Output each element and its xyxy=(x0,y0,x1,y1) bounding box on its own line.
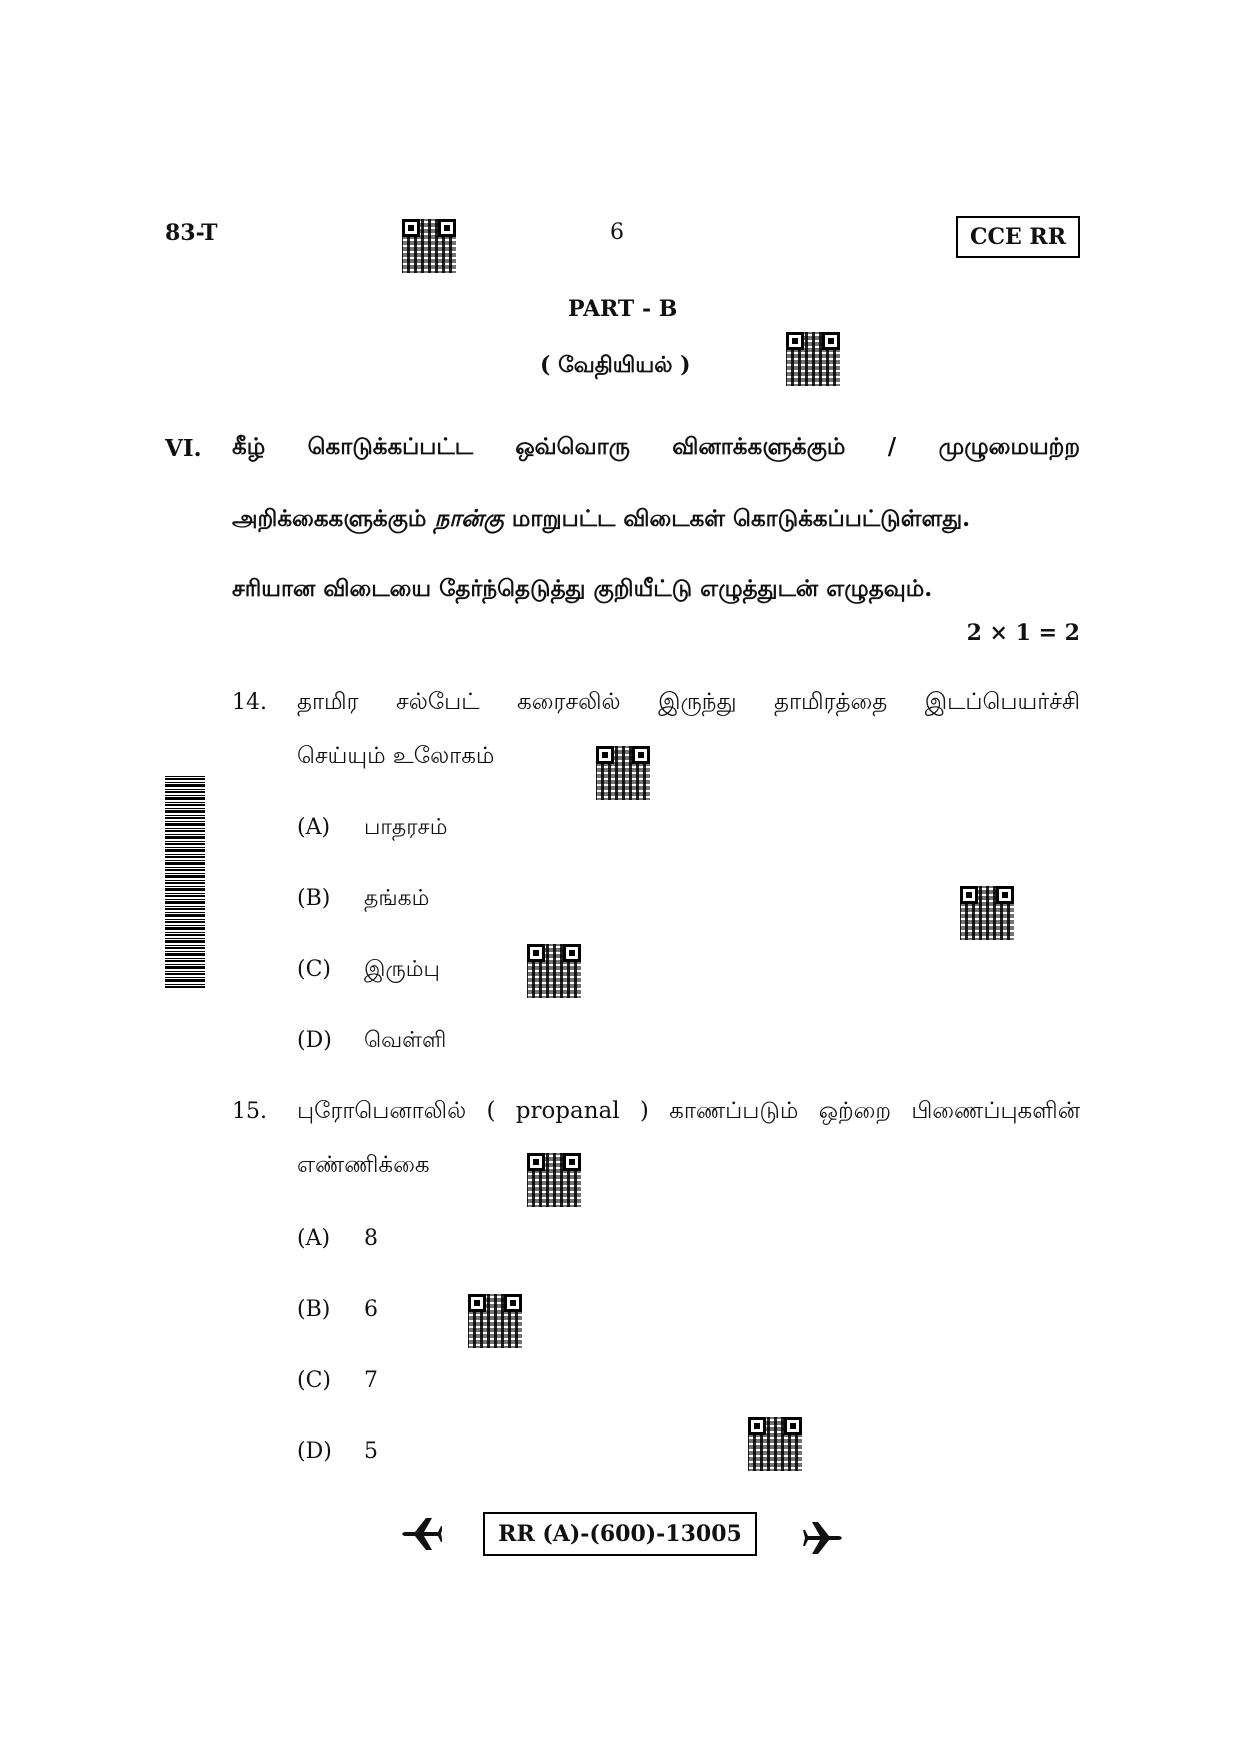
instruction-text: மாறுபட்ட விடைகள் கொடுக்கப்பட்டுள்ளது. xyxy=(503,505,971,532)
instruction-line-1: கீழ் கொடுக்கப்பட்ட ஒவ்வொரு வினாக்களுக்கும் / முழுமையற்ற xyxy=(232,433,1080,460)
question-text-line-1: புரோபெனாலில் ( propanal ) காணப்படும் ஒற்றை பிணைப்புகளின் xyxy=(297,1098,1080,1124)
qr-code xyxy=(594,744,652,802)
option-label: (A) xyxy=(297,815,331,840)
option-label: (D) xyxy=(297,1028,332,1053)
instruction-text: அறிக்கைகளுக்கும் xyxy=(232,505,435,532)
option-text: 5 xyxy=(364,1439,378,1464)
qr-code xyxy=(466,1292,524,1350)
series-code-box: RR (A)-(600)-13005 xyxy=(483,1512,757,1556)
part-title: PART - B xyxy=(568,296,678,322)
option-label: (B) xyxy=(297,1297,331,1322)
qr-code xyxy=(958,884,1016,942)
option-label: (D) xyxy=(297,1439,332,1464)
option-text: 7 xyxy=(364,1368,378,1393)
question-text-line-2: செய்யும் உலோகம் xyxy=(297,743,495,769)
qr-code xyxy=(746,1415,804,1473)
option-text: வெள்ளி xyxy=(364,1028,447,1053)
question-number: 14. xyxy=(232,690,267,715)
qr-code xyxy=(784,330,842,388)
page-number: 6 xyxy=(610,220,624,245)
option-text: தங்கம் xyxy=(364,886,430,911)
instruction-line-3: சரியான விடையை தேர்ந்தெடுத்து குறியீட்டு எழுத்துடன் எழுதவும். xyxy=(232,575,933,602)
option-label: (C) xyxy=(297,1368,331,1393)
qr-code xyxy=(525,942,583,1000)
paper-code: 83-T xyxy=(165,220,218,246)
option-text: பாதரசம் xyxy=(364,815,448,840)
question-number: 15. xyxy=(232,1099,267,1124)
section-number: VI. xyxy=(165,435,202,462)
airplane-right-icon xyxy=(802,1516,846,1560)
instruction-emphasis: நான்கு xyxy=(434,505,504,532)
option-text: 8 xyxy=(364,1226,378,1251)
option-text: 6 xyxy=(364,1297,378,1322)
qr-code xyxy=(525,1151,583,1209)
marks: 2 × 1 = 2 xyxy=(966,620,1080,646)
qr-code xyxy=(400,217,458,275)
option-label: (C) xyxy=(297,957,331,982)
question-text-line-2: எண்ணிக்கை xyxy=(297,1152,430,1178)
instruction-line-2 xyxy=(232,505,970,535)
scheme-code-box: CCE RR xyxy=(956,216,1080,258)
subject-title: ( வேதியியல் ) xyxy=(540,352,691,378)
option-label: (A) xyxy=(297,1226,331,1251)
barcode xyxy=(165,776,205,988)
option-text: இரும்பு xyxy=(364,957,440,982)
question-text-line-1: தாமிர சல்பேட் கரைசலில் இருந்து தாமிரத்தை இடப்பெயர்ச்சி xyxy=(297,689,1080,715)
option-label: (B) xyxy=(297,886,331,911)
airplane-left-icon xyxy=(398,1512,442,1556)
